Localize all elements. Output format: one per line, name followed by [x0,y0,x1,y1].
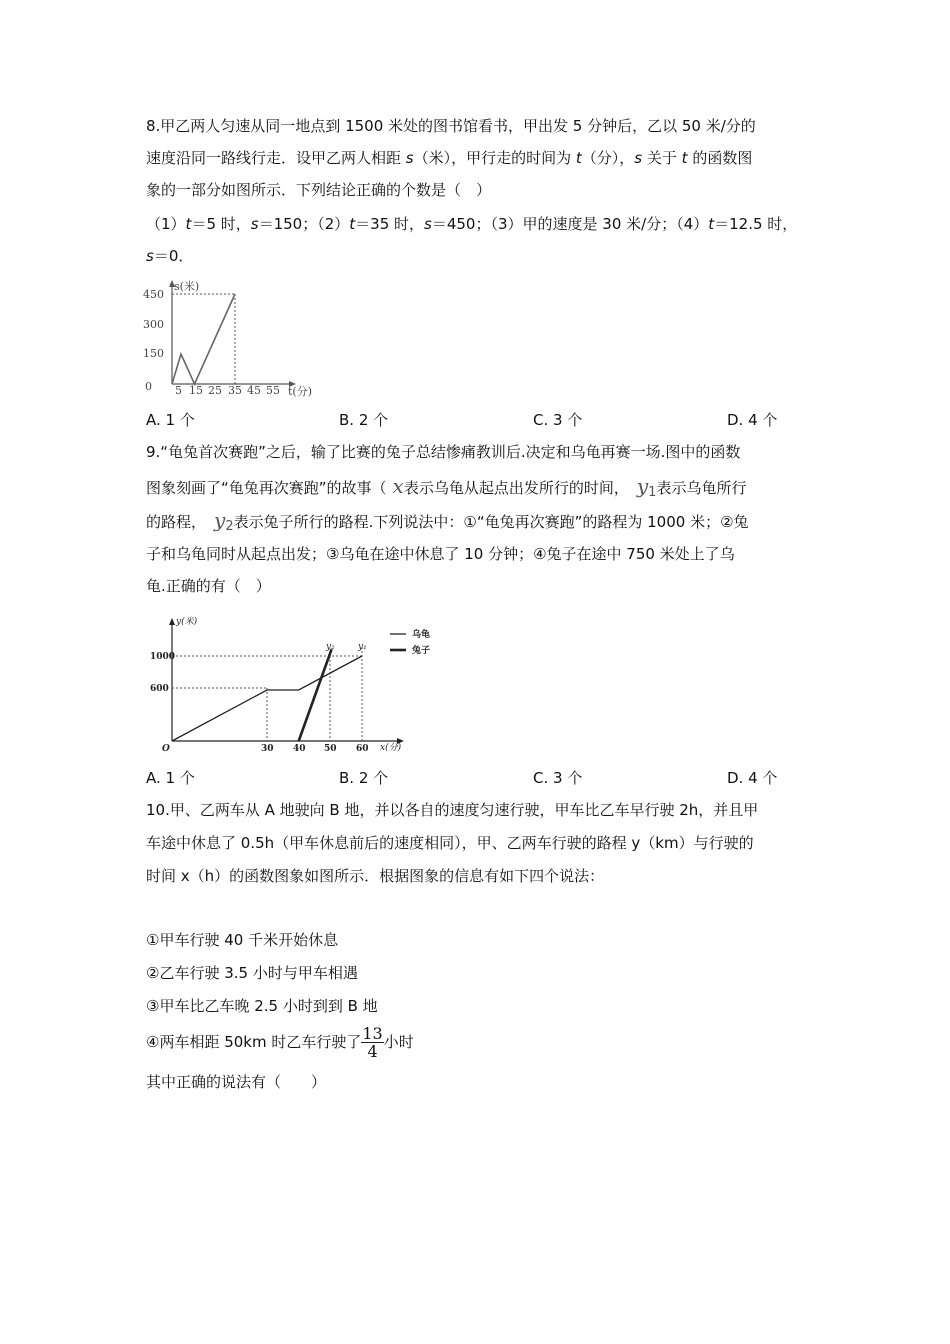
q8-line-3: 象的一部分如图所示．下列结论正确的个数是（ ） [146,181,492,199]
var-t: t [349,215,356,233]
q9-legend-turtle: 乌龟 [412,630,431,640]
q8-text: 速度沿同一路线行走．设甲乙两人相距 [146,149,406,167]
q9-y-arrow [169,618,175,625]
q9-option-c[interactable]: C. 3 个 [533,769,583,787]
q9-legend-rabbit: 兔子 [412,646,431,656]
q9-line-1: 9.“龟兔首次赛跑”之后，输了比赛的兔子总结惨痛教训后.决定和乌龟再赛一场.图中的函数 [146,443,741,461]
q9-text: 表示乌龟所行 [656,479,747,497]
var-y1: y [636,474,649,498]
fraction-numerator: 13 [362,1024,383,1043]
q10-text: ④两车相距 50km 时乙车行驶了 [146,1033,362,1051]
q8-xtick-25: 25 [208,384,222,397]
q9-xtick-60: 60 [356,744,369,754]
q8-text: 的函数图 [687,149,753,167]
fraction-13-over-4 [361,1025,383,1060]
q8-xtick-15: 15 [189,384,203,397]
q10-line-3: 时间 x（h）的函数图象如图所示．根据图象的信息有如下四个说法： [146,867,605,885]
q8-text: 关于 [642,149,682,167]
q8-option-c[interactable]: C. 3 个 [533,411,583,429]
q8-text: ＝0． [153,247,194,265]
var-t: t [708,215,715,233]
q9-ytick-1000: 1000 [150,652,176,662]
q10-line-1: 10.甲、乙两车从 A 地驶向 B 地，并以各自的速度匀速行驶，甲车比乙车早行驶 2h，并且甲 [146,801,759,819]
var-t: t [185,215,192,233]
q8-line-5 [146,246,193,266]
q9-series-rabbit-line [299,649,332,741]
q9-xtick-30: 30 [261,744,274,754]
q8-text: ＝450；（3）甲的速度是 30 米/分；（4） [431,215,709,233]
q9-origin-label: O [162,744,170,754]
q10-statement-4 [146,1024,414,1060]
var-s: s [634,149,643,167]
var-x: x [392,474,404,498]
q9-option-d[interactable]: D. 4 个 [727,769,778,787]
q9-text: 图象刻画了“龟兔再次赛跑”的故事（ [146,479,387,497]
q9-x-label: x(分) [380,743,402,753]
q9-line-3 [146,510,749,537]
q8-text: ＝150；（2） [258,215,350,233]
q9-xtick-50: 50 [324,744,337,754]
q8-text: ＝12.5 时， [714,215,798,233]
var-s: s [424,215,432,233]
q9-line-5: 龟.正确的有（ ） [146,577,271,595]
var-s: s [146,247,154,265]
q9-option-a[interactable]: A. 1 个 [146,769,195,787]
var-y2: y [214,508,226,532]
q8-text: （米），甲行走的时间为 [413,149,576,167]
q8-line-2 [146,148,752,168]
q8-line-4 [146,214,797,234]
q9-text: 表示乌龟从起点出发所行的时间， [403,479,629,497]
q8-option-a[interactable]: A. 1 个 [146,411,195,429]
fraction-denominator: 4 [367,1042,378,1061]
q9-ytick-600: 600 [150,684,169,694]
q10-statement-1: ①甲车行驶 40 千米开始休息 [146,931,339,949]
q9-line-2 [146,476,746,503]
var-t: t [575,149,582,167]
q8-ytick-150: 150 [143,347,164,360]
var-t: t [681,149,688,167]
q8-ytick-450: 450 [143,288,164,301]
q8-xtick-55: 55 [266,384,280,397]
q8-xtick-0: 0 [145,380,152,393]
q8-text: ＝5 时， [191,215,251,233]
q9-text: 表示兔子所行的路程.下列说法中：①“龟兔再次赛跑”的路程为 1000 米；②兔 [233,513,749,531]
q10-text: 小时 [383,1033,414,1051]
var-s: s [250,215,259,233]
q8-ytick-300: 300 [143,318,164,331]
var-y1-subscript: 1 [648,485,657,500]
q9-text: 的路程， [146,513,207,531]
q9-line-4: 子和乌龟同时从起点出发；③乌龟在途中休息了 10 分钟；④兔子在途中 750 米处上了乌 [146,545,735,563]
q9-chart [150,612,450,754]
q9-y-label: y(米) [176,617,198,627]
q8-line-1 [146,116,756,136]
q8-text: 8.甲乙两人匀速从同一地点到 1500 米处的图书馆看书，甲出发 5 分钟后，乙以 50 米/分的 [146,117,756,135]
q8-series-line [172,294,235,384]
q10-line-2: 车途中休息了 0.5h（甲车休息前后的速度相同），甲、乙两车行驶的路程 y（km）与行驶的 [146,834,754,852]
q9-curve-label-y1: y₁ [358,642,367,652]
q9-option-b[interactable]: B. 2 个 [339,769,389,787]
q10-answer-prompt: 其中正确的说法有（ ） [146,1073,327,1091]
q8-xtick-45: 45 [247,384,261,397]
var-y2-subscript: 2 [225,519,234,534]
q8-text: （分）， [581,149,635,167]
q9-xtick-40: 40 [293,744,306,754]
q8-option-d[interactable]: D. 4 个 [727,411,778,429]
q8-xtick-5: 5 [175,384,182,397]
q10-statement-3: ③甲车比乙车晚 2.5 小时到到 B 地 [146,997,378,1015]
q8-chart [140,278,320,400]
q8-option-b[interactable]: B. 2 个 [339,411,389,429]
q8-x-label: t(分) [288,385,313,398]
var-s: s [405,149,414,167]
q10-statement-2: ②乙车行驶 3.5 小时与甲车相遇 [146,964,358,982]
q8-text: （1） [146,215,186,233]
q8-text: ＝35 时， [355,215,425,233]
q8-y-label: s(米) [174,280,200,293]
q9-curve-label-y2: y₂ [326,642,335,652]
q8-xtick-35: 35 [228,384,242,397]
